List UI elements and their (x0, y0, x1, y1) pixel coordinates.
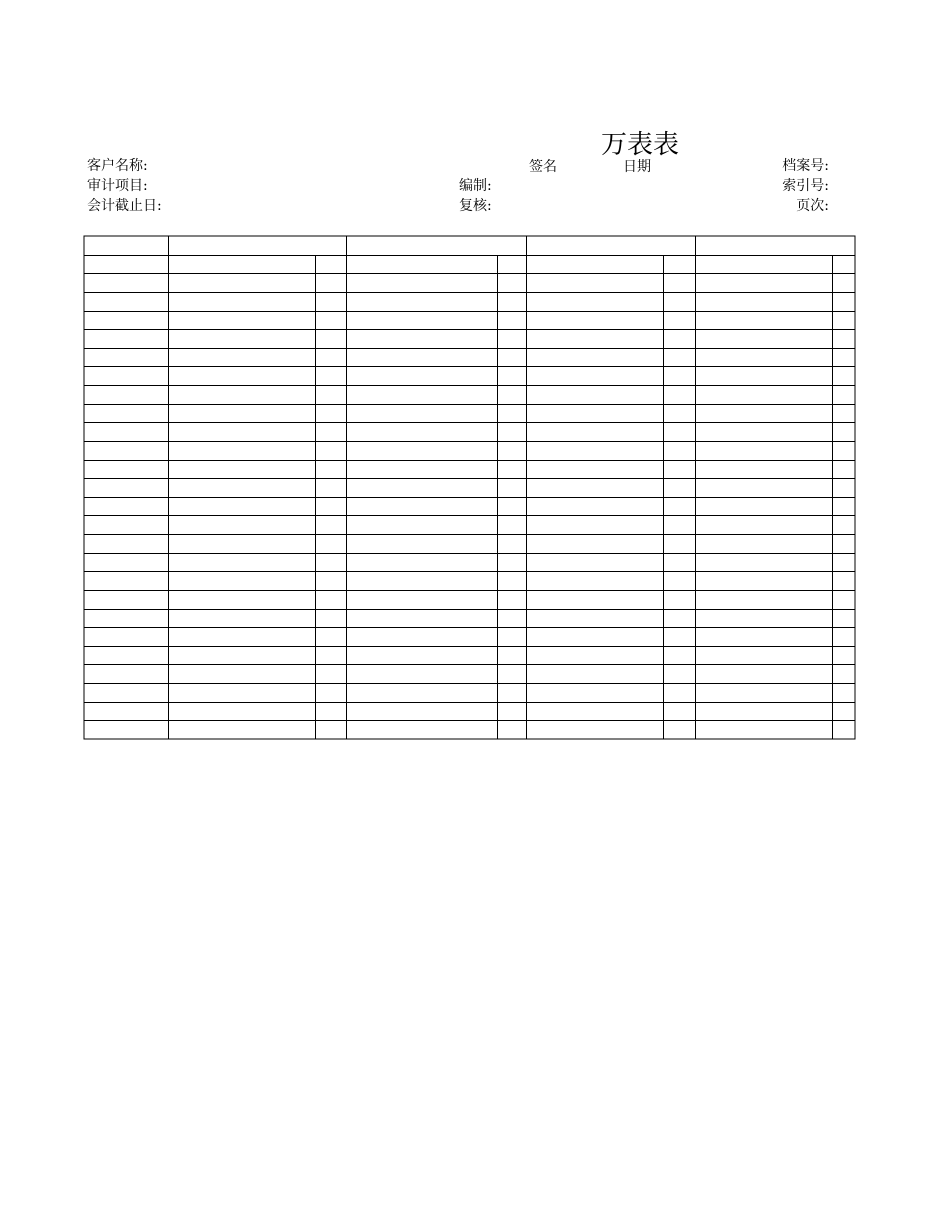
signature-label: 签名 (529, 159, 557, 175)
period-end-label: 会计截止日: (87, 198, 162, 214)
page-label: 页次: (796, 198, 829, 214)
reviewed-label: 复核: (459, 198, 492, 214)
client-name-label: 客户名称: (87, 158, 148, 174)
audit-item-label: 审计项目: (87, 178, 148, 194)
page-title: 万表表 (601, 130, 680, 160)
date-label: 日期 (623, 159, 651, 175)
index-no-label: 索引号: (782, 178, 829, 194)
file-no-label: 档案号: (782, 158, 829, 174)
prepared-label: 编制: (459, 178, 492, 194)
worksheet-table (83, 235, 856, 740)
